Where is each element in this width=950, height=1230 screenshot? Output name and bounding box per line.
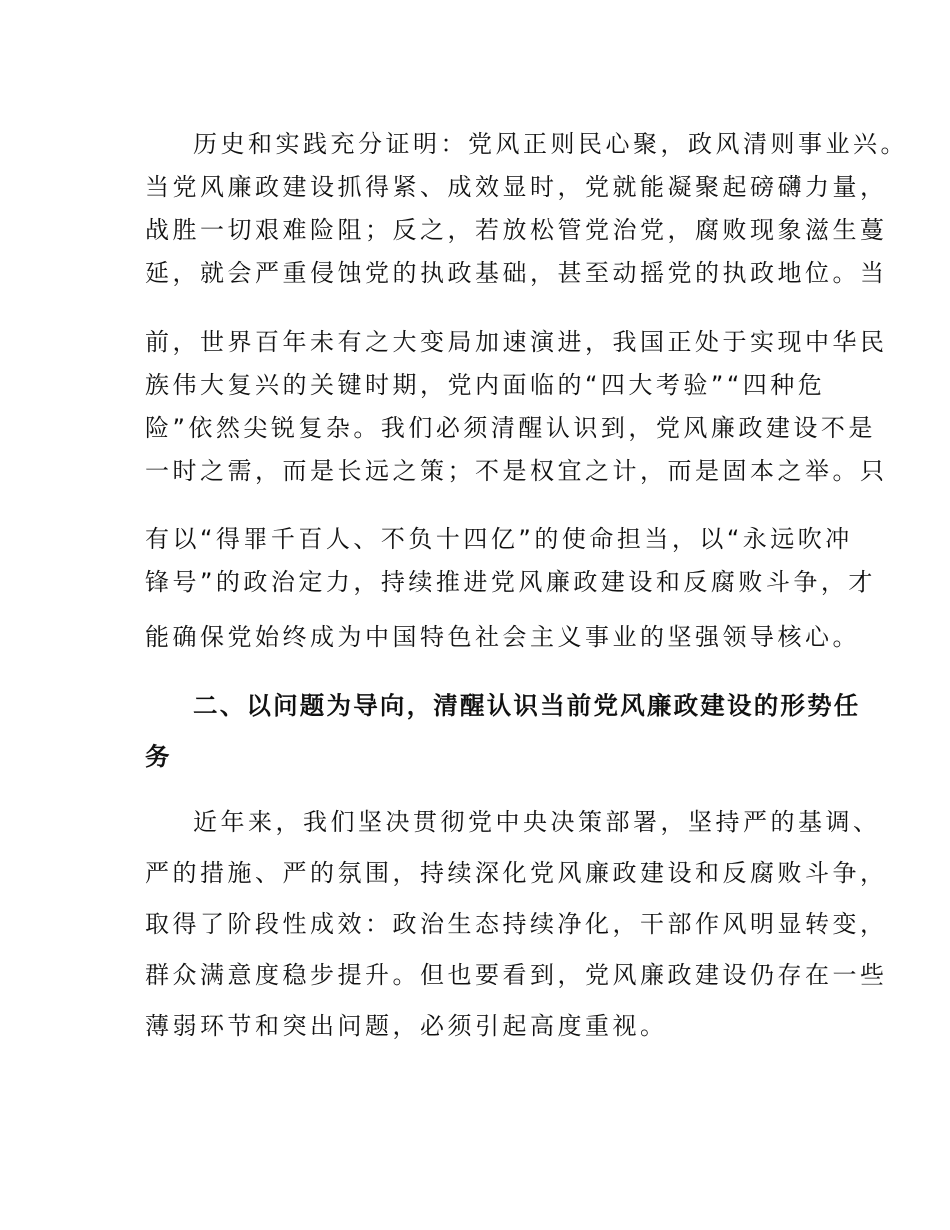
paragraph-line: 延，就会严重侵蚀党的执政基础，甚至动摇党的执政地位。当 — [145, 259, 888, 287]
paragraph-line: 族伟大复兴的关键时期，党内面临的“四大考验”“四种危 — [145, 371, 826, 399]
paragraph-line: 险”依然尖锐复杂。我们必须清醒认识到，党风廉政建设不是 — [145, 414, 876, 442]
paragraph-line: 群众满意度稳步提升。但也要看到，党风廉政建设仍存在一些 — [145, 961, 888, 989]
paragraph-line: 有以“得罪千百人、不负十四亿”的使命担当，以“永远吹冲 — [145, 525, 853, 553]
paragraph-line: 锋号”的政治定力，持续推进党风廉政建设和反腐败斗争，才 — [145, 568, 876, 596]
paragraph-line: 历史和实践充分证明：党风正则民心聚，政风清则事业兴。 — [193, 130, 908, 158]
paragraph-line: 前，世界百年未有之大变局加速演进，我国正处于实现中华民 — [145, 328, 888, 356]
paragraph-line: 一时之需，而是长远之策；不是权宜之计，而是固本之举。只 — [145, 457, 888, 485]
paragraph-line: 当党风廉政建设抓得紧、成效显时，党就能凝聚起磅礴力量， — [145, 173, 888, 201]
paragraph-line: 严的措施、严的氛围，持续深化党风廉政建设和反腐败斗争， — [145, 859, 888, 887]
paragraph-line: 战胜一切艰难险阻；反之，若放松管党治党，腐败现象滋生蔓 — [145, 216, 888, 244]
heading-line: 务 — [145, 742, 172, 771]
paragraph-line: 能确保党始终成为中国特色社会主义事业的坚强领导核心。 — [145, 623, 860, 651]
paragraph-line: 薄弱环节和突出问题，必须引起高度重视。 — [145, 1012, 668, 1040]
heading-line: 二、以问题为导向，清醒认识当前党风廉政建设的形势任 — [193, 691, 861, 720]
paragraph-line: 近年来，我们坚决贯彻党中央决策部署，坚持严的基调、 — [193, 808, 881, 836]
paragraph-line: 取得了阶段性成效：政治生态持续净化，干部作风明显转变， — [145, 910, 888, 938]
